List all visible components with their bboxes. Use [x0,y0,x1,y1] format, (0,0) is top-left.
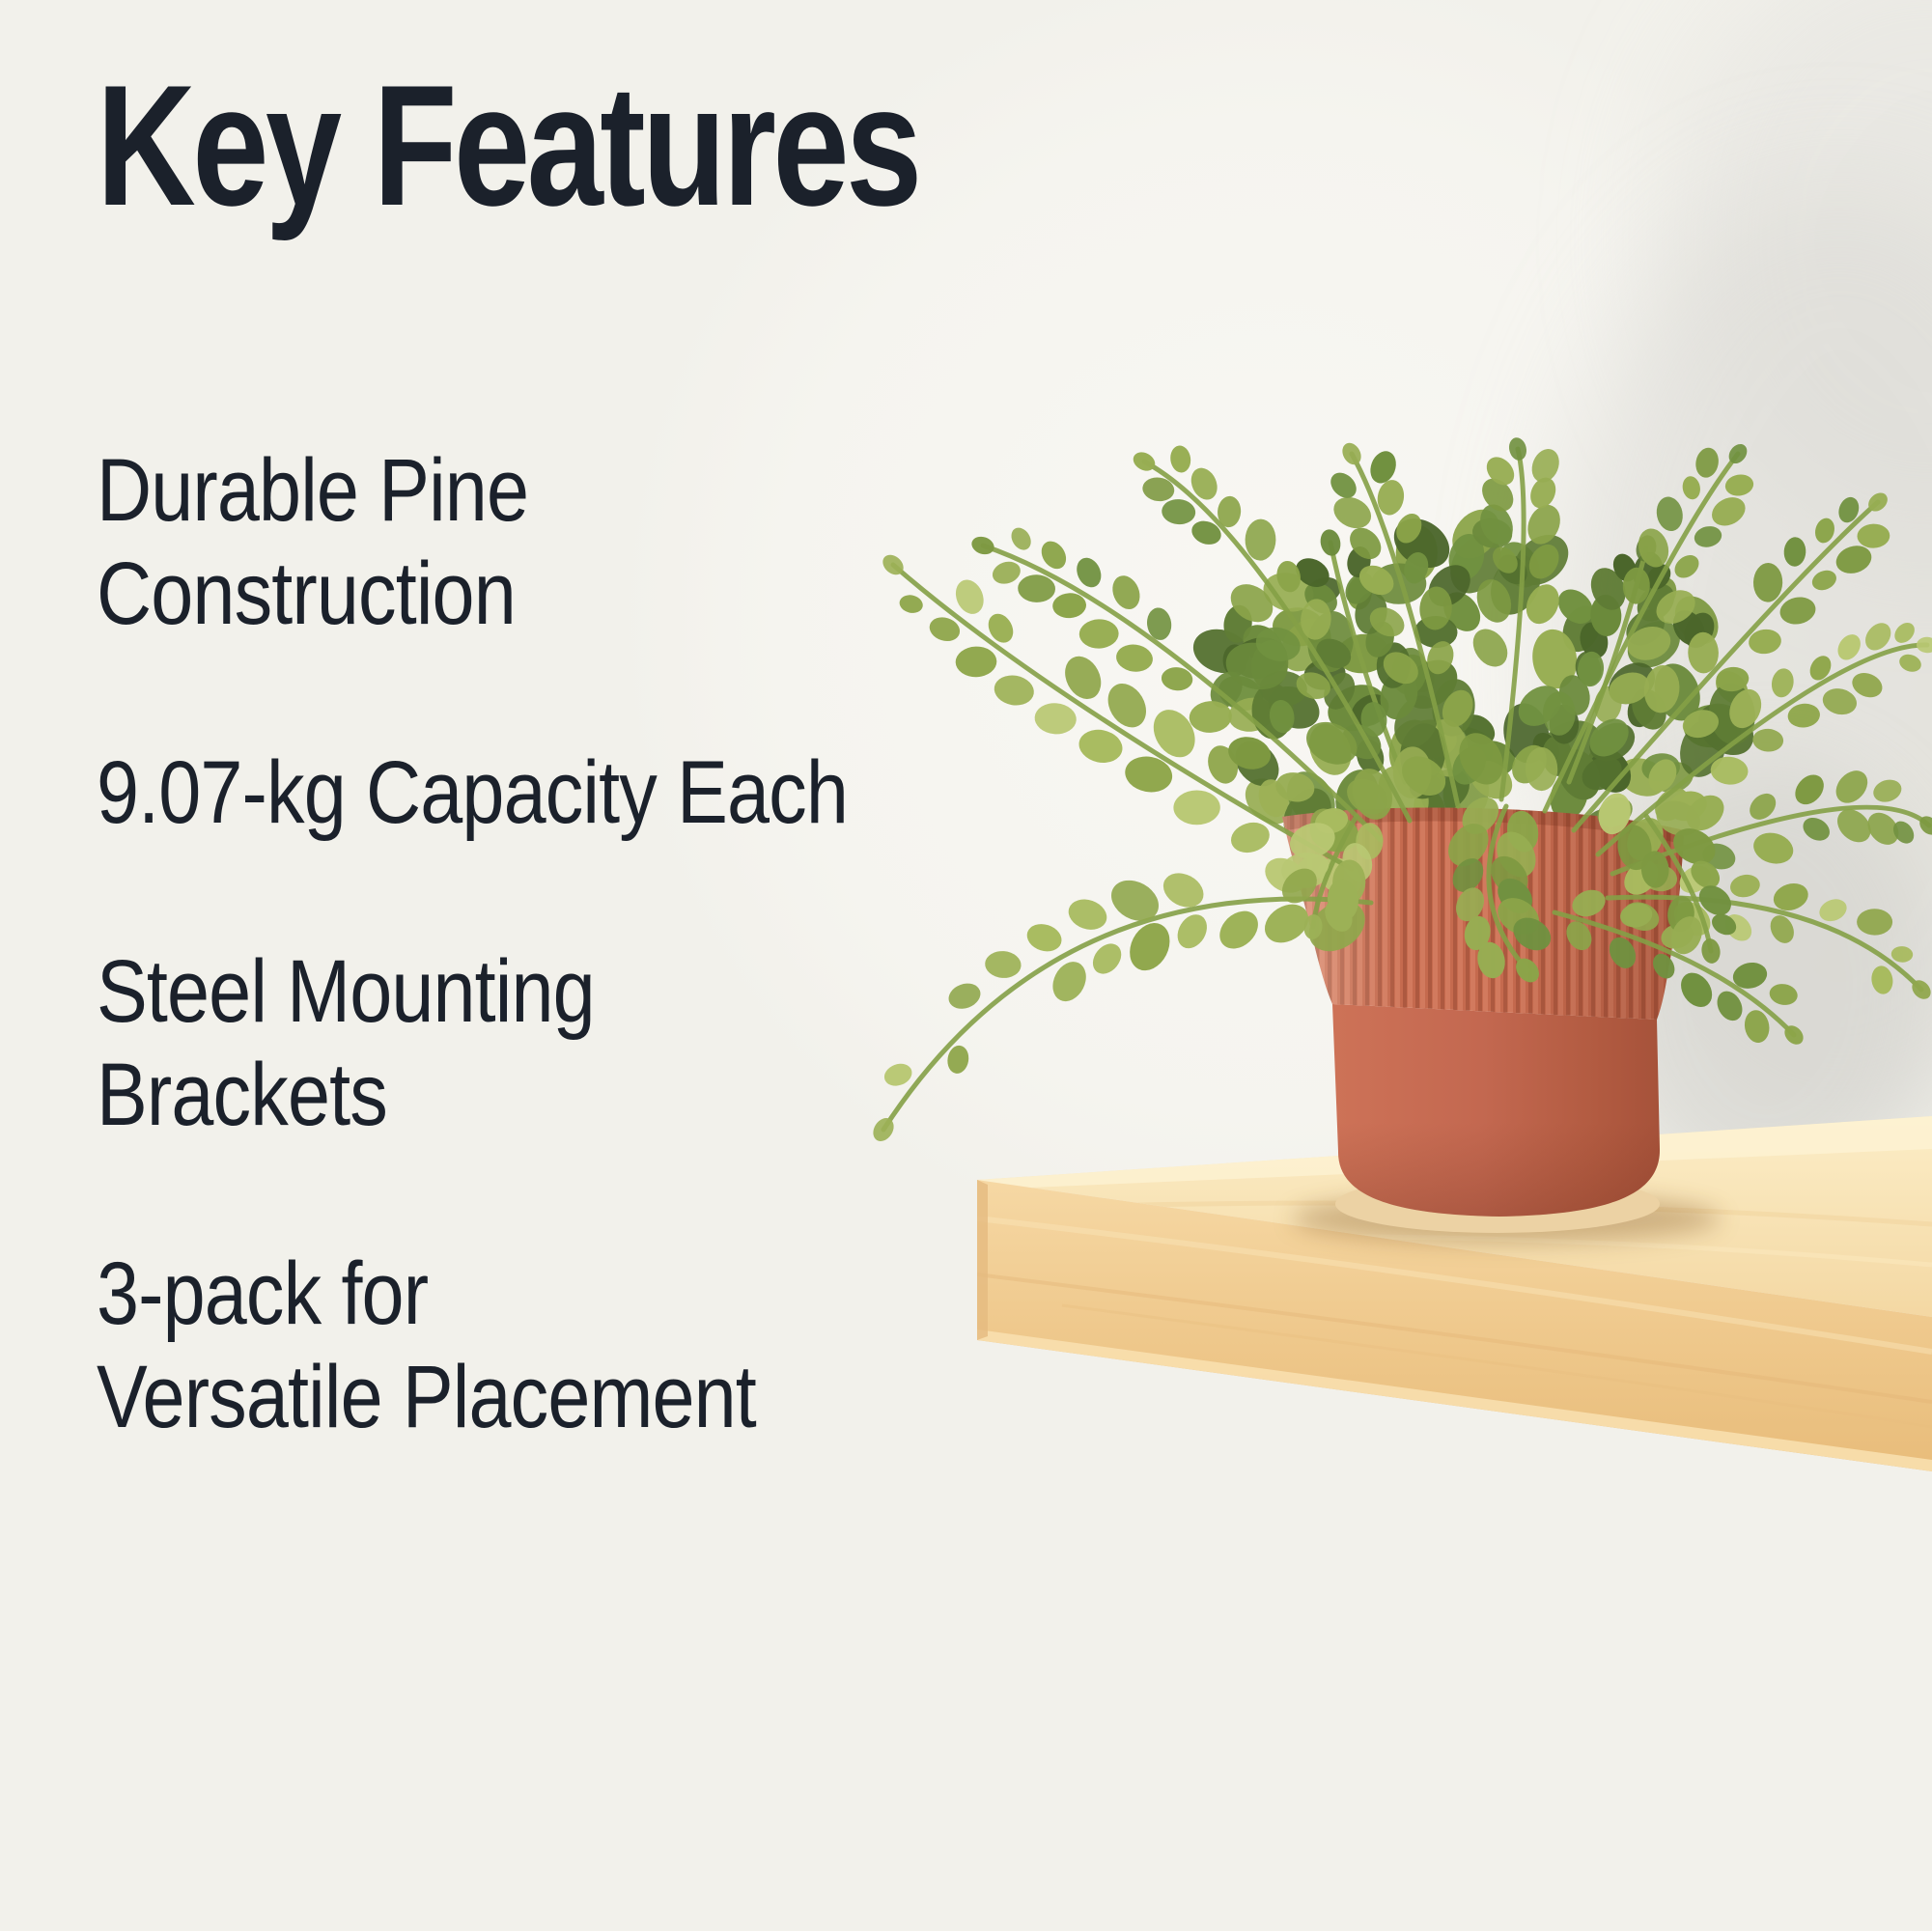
feature-text: 9.07-kg Capacity Each [97,743,848,842]
feature-text: Steel Mounting [97,942,595,1041]
feature-item-capacity [97,742,848,845]
feature-list [97,439,848,1545]
feature-text: 3-pack for [97,1245,429,1343]
pot-body-shading [1332,1004,1660,1217]
feature-text: Brackets [97,1046,387,1144]
shelf-left-edge [977,1180,988,1340]
feature-item-3-pack [97,1243,848,1449]
feature-text: Construction [97,545,516,643]
feature-item-durable-pine [97,439,848,646]
page-title: Key Features [97,49,919,241]
feature-item-steel-brackets [97,940,848,1147]
feature-text: Versatile Placement [97,1348,756,1446]
feature-text: Durable Pine [97,441,529,540]
